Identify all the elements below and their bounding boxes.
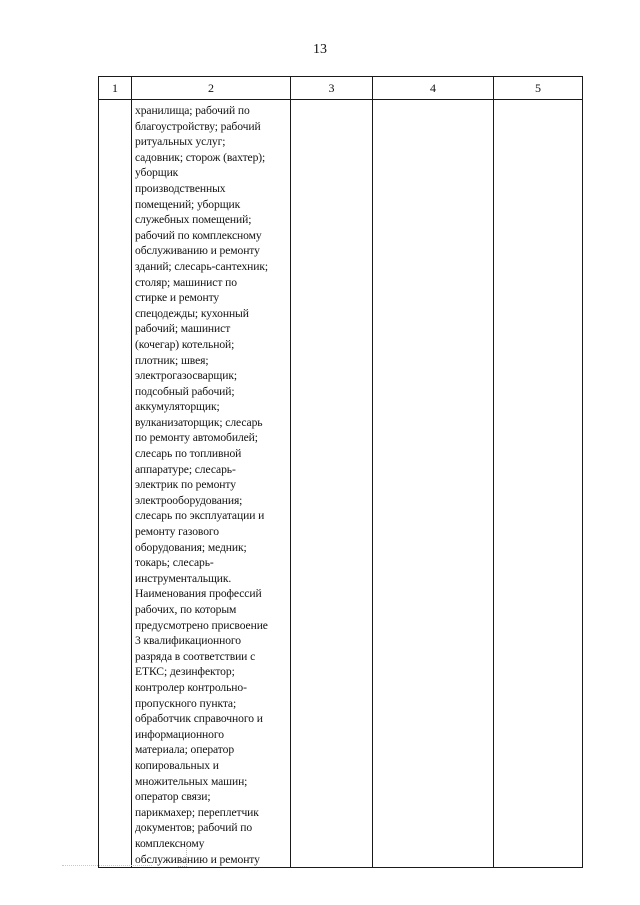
scan-artifact [178, 848, 187, 867]
column-header-4: 4 [373, 77, 494, 100]
column-header-3: 3 [291, 77, 373, 100]
cell-col-1 [99, 100, 132, 868]
cell-col-5 [494, 100, 583, 868]
column-header-5: 5 [494, 77, 583, 100]
cell-col-3 [291, 100, 373, 868]
page-number: 13 [313, 42, 327, 57]
table-header-row [99, 77, 583, 100]
table-row [99, 100, 583, 868]
column-header-2: 2 [132, 77, 291, 100]
document-table [98, 76, 583, 868]
scan-artifact [62, 865, 152, 866]
cell-col-2 [132, 100, 291, 868]
column-header-1: 1 [99, 77, 132, 100]
cell-col-4 [373, 100, 494, 868]
professions-list: хранилища; рабочий по благоустройству; рабочий ритуальных услуг; садовник; сторож (вахтер); уборщик производственных помещений; уборщик служебных помещений; рабочий по комплексному обслуживанию и ремонту зданий; слесарь-сантехник; столяр; машинист по стирке и ремонту спецодежды; кухонный рабочий; машинист (кочегар) котельной; плотник; швея; электрогазосварщик; подсобный рабочий; аккумуляторщик; вулканизаторщик; слесарь по ремонту автомобилей; слесарь по топливной аппаратуре; слесарь- электрик по ремонту электрооборудования; слесарь по эксплуатации и ремонту газового оборудования; медник; токарь; слесарь- инструментальщик. Наименования профессий рабочих, по которым предусмотрено присвоение 3 квалификационного разряда в соответствии с ЕТКС; дезинфектор; контролер контрольно- пропускного пункта; обработчик справочного и информационного материала; оператор копировальных и множительных машин; оператор связи; парикмахер; переплетчик документов; рабочий по комплексному обслуживанию и ремонту [135, 104, 269, 866]
